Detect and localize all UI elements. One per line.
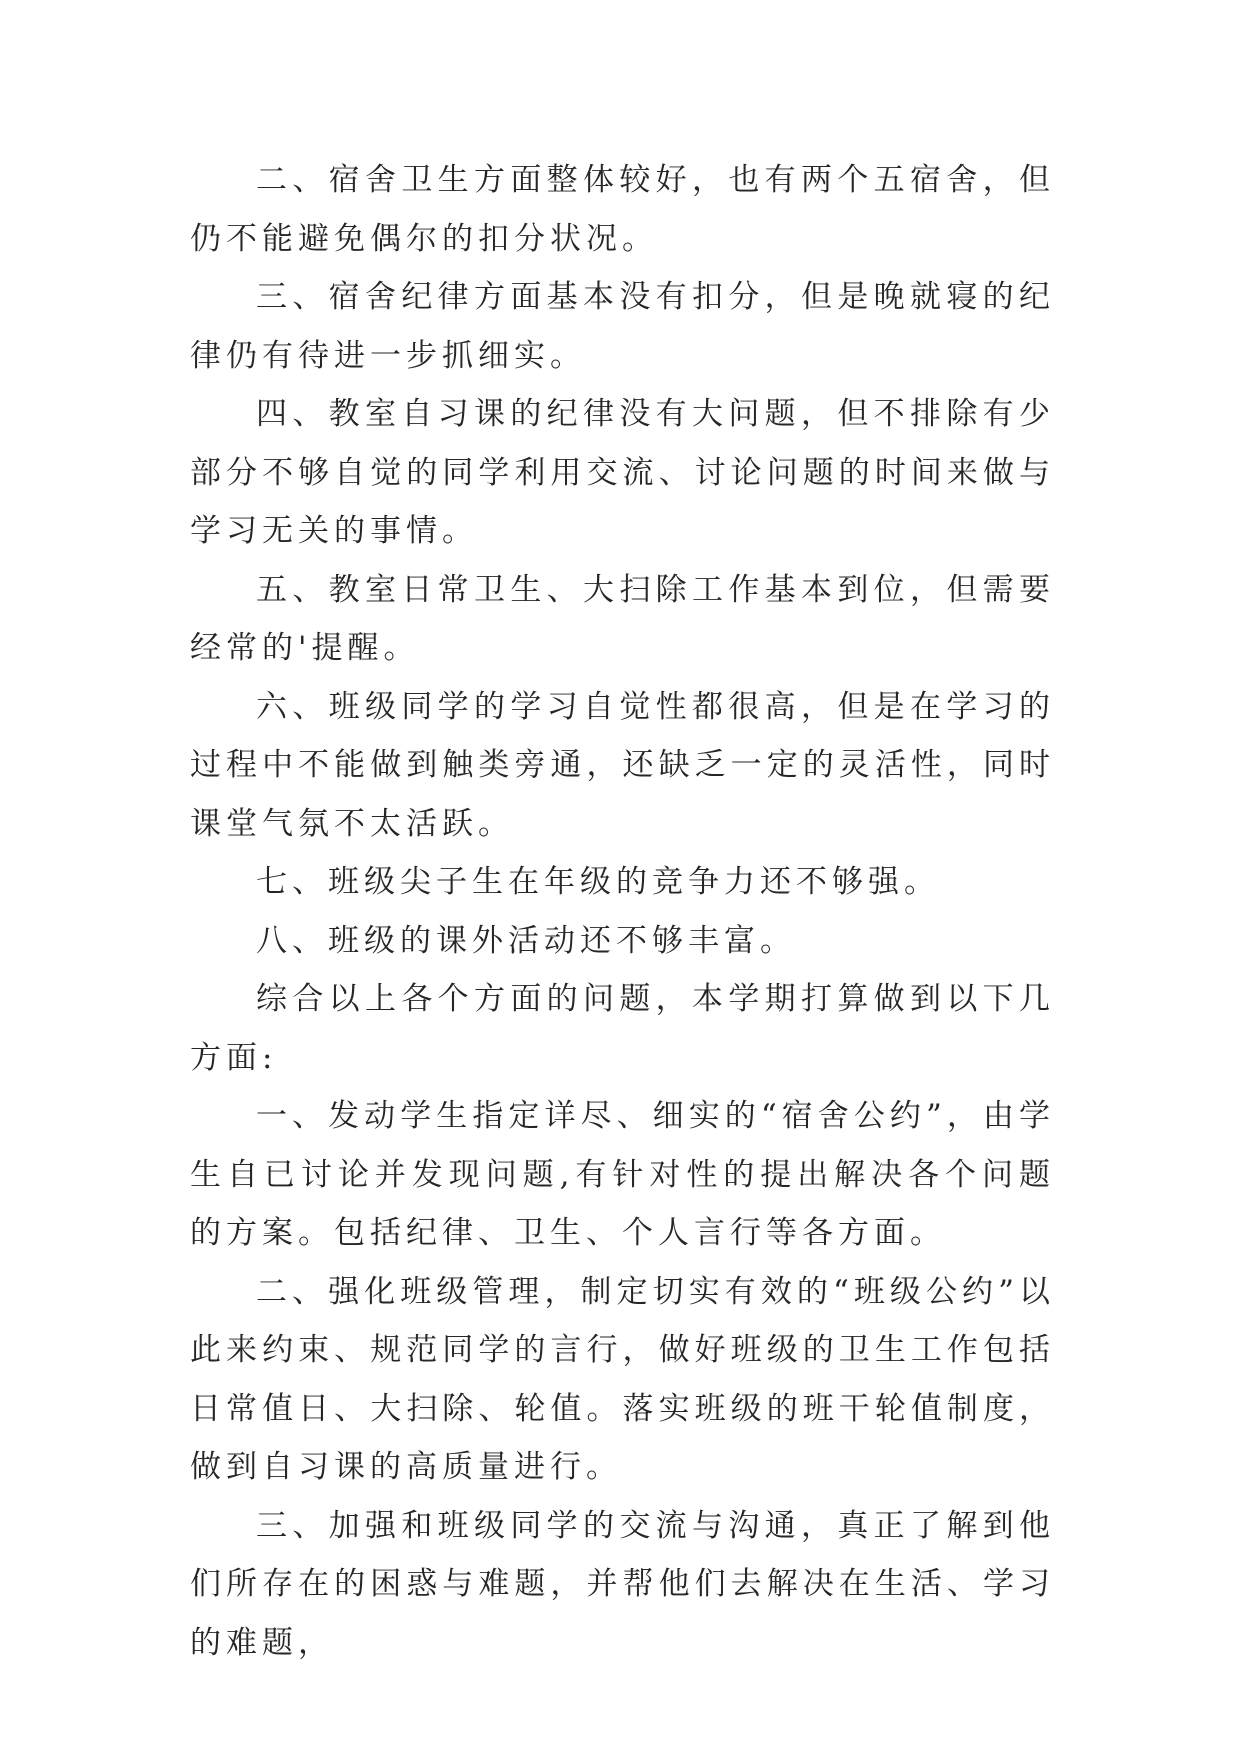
paragraph-classroom-cleaning: 五、教室日常卫生、大扫除工作基本到位，但需要经常的'提醒。	[190, 571, 1055, 666]
paragraph-dorm-discipline: 三、宿舍纪律方面基本没有扣分，但是晚就寝的纪律仍有待进一步抓细实。	[190, 279, 1055, 374]
paragraph-study-hall-discipline: 四、教室自习课的纪律没有大问题，但不排除有少部分不够自觉的同学利用交流、讨论问题的时间来做与学习无关的事情。	[190, 396, 1055, 549]
paragraph-dorm-hygiene: 二、宿舍卫生方面整体较好，也有两个五宿舍，但仍不能避免偶尔的扣分状况。	[190, 162, 1055, 257]
paragraph-plan-class-management: 二、强化班级管理，制定切实有效的“班级公约”以此来约束、规范同学的言行，做好班级的卫生工作包括日常值日、大扫除、轮值。落实班级的班干轮值制度，做到自习课的高质量进行。	[190, 1273, 1055, 1485]
paragraph-study-habits: 六、班级同学的学习自觉性都很高，但是在学习的过程中不能做到触类旁通，还缺乏一定的灵活性，同时课堂气氛不太活跃。	[190, 688, 1055, 842]
paragraph-plan-dorm-pact: 一、发动学生指定详尽、细实的“宿舍公约”，由学生自已讨论并发现问题,有针对性的提出解决各个问题的方案。包括纪律、卫生、个人言行等各方面。	[190, 1098, 1055, 1251]
paragraph-top-students: 七、班级尖子生在年级的竞争力还不够强。	[256, 864, 940, 900]
paragraph-summary-intro: 综合以上各个方面的问题，本学期打算做到以下几方面:	[190, 981, 1055, 1076]
document-body	[190, 151, 1055, 1672]
paragraph-plan-communication: 三、加强和班级同学的交流与沟通，真正了解到他们所存在的困惑与难题，并帮他们去解决在生活、学习的难题，	[190, 1507, 1055, 1661]
paragraph-extracurricular: 八、班级的课外活动还不够丰富。	[256, 922, 796, 959]
